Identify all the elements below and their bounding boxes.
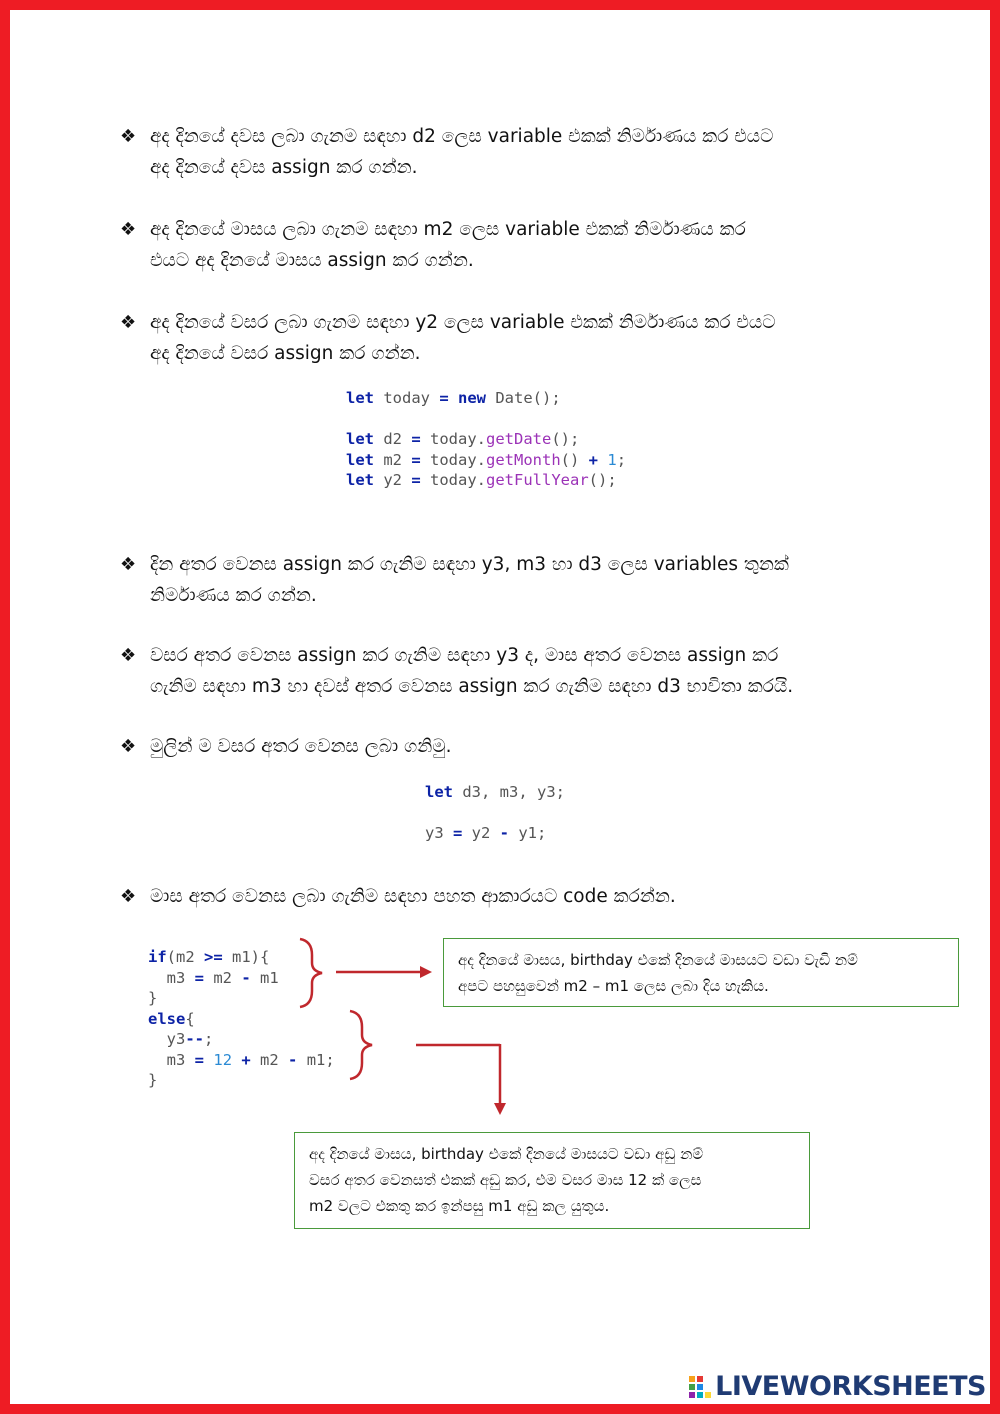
bullet-line: අද දිනයේ මාසය ලබා ගැනම සඳහා m2 ලෙස variable එකක් නිර්මාණය කර bbox=[150, 219, 746, 240]
bullet-line: අද දිනයේ දවස ලබා ගැනම සඳහා d2 ලෙස variable එකක් නිර්මාණය කර එයට bbox=[150, 126, 774, 147]
note-line: අද දිනයේ මාසය, birthday එකේ දිනයේ මාසයට වඩා අඩු නම් bbox=[309, 1145, 704, 1163]
bullet-mark: ❖ bbox=[120, 736, 137, 757]
liveworksheets-logo[interactable] bbox=[689, 1371, 986, 1402]
note-line: අපට පහසුවෙන් m2 – m1 ලෙස ලබා දිය හැකිය. bbox=[458, 977, 769, 995]
bullet-line: නිර්මාණය කර ගන්න. bbox=[150, 585, 317, 606]
code-block-declare bbox=[425, 782, 565, 844]
bullet-mark: ❖ bbox=[120, 126, 137, 147]
code-line: } bbox=[148, 989, 158, 1007]
code-line: m3 = 12 + m2 - m1; bbox=[148, 1050, 335, 1069]
bullet-line: දින අතර වෙනස assign කර ගැනිම සඳහා y3, m3 හා d3 ලෙස variables තුනක් bbox=[150, 554, 789, 575]
liveworksheets-logo-text: LIVEWORKSHEETS bbox=[715, 1371, 986, 1402]
bullet-4 bbox=[120, 549, 890, 611]
note-box-greater bbox=[443, 938, 959, 1007]
code-line: m3 = m2 - m1 bbox=[148, 968, 279, 987]
note-line: m2 වලට එකතු කර ඉන්පසු m1 අඩු කල යුතුය. bbox=[309, 1197, 610, 1215]
code-line: } bbox=[148, 1071, 158, 1089]
bullet-mark: ❖ bbox=[120, 312, 137, 333]
bullet-6 bbox=[120, 731, 890, 762]
code-line: let d3, m3, y3; bbox=[425, 783, 565, 801]
bullet-line: ගැනිම සඳහා m3 හා දවස් අතර වෙනස assign කර ගැනිම සඳහා d3 භාවිතා කරයි. bbox=[150, 676, 794, 697]
bullet-line: මාස අතර වෙනස ලබා ගැනිම සඳහා පහත ආකාරයට code කරන්න. bbox=[150, 886, 676, 907]
note-line: අද දිනයේ මාසය, birthday එකේ දිනයේ මාසයට වඩා වැඩි නම් bbox=[458, 951, 858, 969]
brace-else bbox=[350, 1011, 372, 1079]
arrowhead-right bbox=[420, 966, 432, 978]
bullet-mark: ❖ bbox=[120, 645, 137, 666]
arrowhead-down bbox=[494, 1103, 506, 1115]
brace-if bbox=[300, 939, 322, 1007]
bullet-5 bbox=[120, 640, 900, 702]
note-box-less bbox=[294, 1132, 810, 1229]
bullet-mark: ❖ bbox=[120, 886, 137, 907]
bullet-mark: ❖ bbox=[120, 554, 137, 575]
code-line: let d2 = today.getDate(); bbox=[346, 430, 580, 448]
bullet-1 bbox=[120, 121, 890, 183]
bullet-mark: ❖ bbox=[120, 219, 137, 240]
bullet-7 bbox=[120, 881, 890, 912]
bullet-line: මුලින් ම වසර අතර වෙනස ලබා ගනිමු. bbox=[150, 736, 452, 757]
bullet-line: අද දිනයේ වසර assign කර ගන්න. bbox=[150, 343, 421, 364]
code-line: else{ bbox=[148, 1009, 195, 1028]
bullet-line: එයට අද දිනයේ මාසය assign කර ගන්න. bbox=[150, 250, 474, 271]
bullet-2 bbox=[120, 214, 890, 276]
bullet-line: අද දිනයේ වසර ලබා ගැනම සඳහා y2 ලෙස variable එකක් නිර්මාණය කර එයට bbox=[150, 312, 776, 333]
bullet-3 bbox=[120, 307, 890, 369]
note-line: වසර අතර වෙනසත් එකක් අඩු කර, එම වසර මාස 12 ක් ලෙස bbox=[309, 1171, 702, 1189]
code-line: let m2 = today.getMonth() + 1; bbox=[346, 450, 627, 469]
code-block-date bbox=[346, 388, 626, 491]
bullet-line: වසර අතර වෙනස assign කර ගැනිම සඳහා y3 ද, මාස අතර වෙනස assign කර bbox=[150, 645, 779, 666]
code-line: y3 = y2 - y1; bbox=[425, 824, 547, 842]
code-line: let today = new Date(); bbox=[346, 389, 561, 407]
code-line: y3--; bbox=[148, 1030, 214, 1048]
liveworksheets-logo-icon bbox=[689, 1376, 711, 1398]
code-line: if(m2 >= m1){ bbox=[148, 948, 270, 966]
code-line: let y2 = today.getFullYear(); bbox=[346, 471, 617, 489]
bullet-line: අද දිනයේ දවස assign කර ගන්න. bbox=[150, 157, 418, 178]
